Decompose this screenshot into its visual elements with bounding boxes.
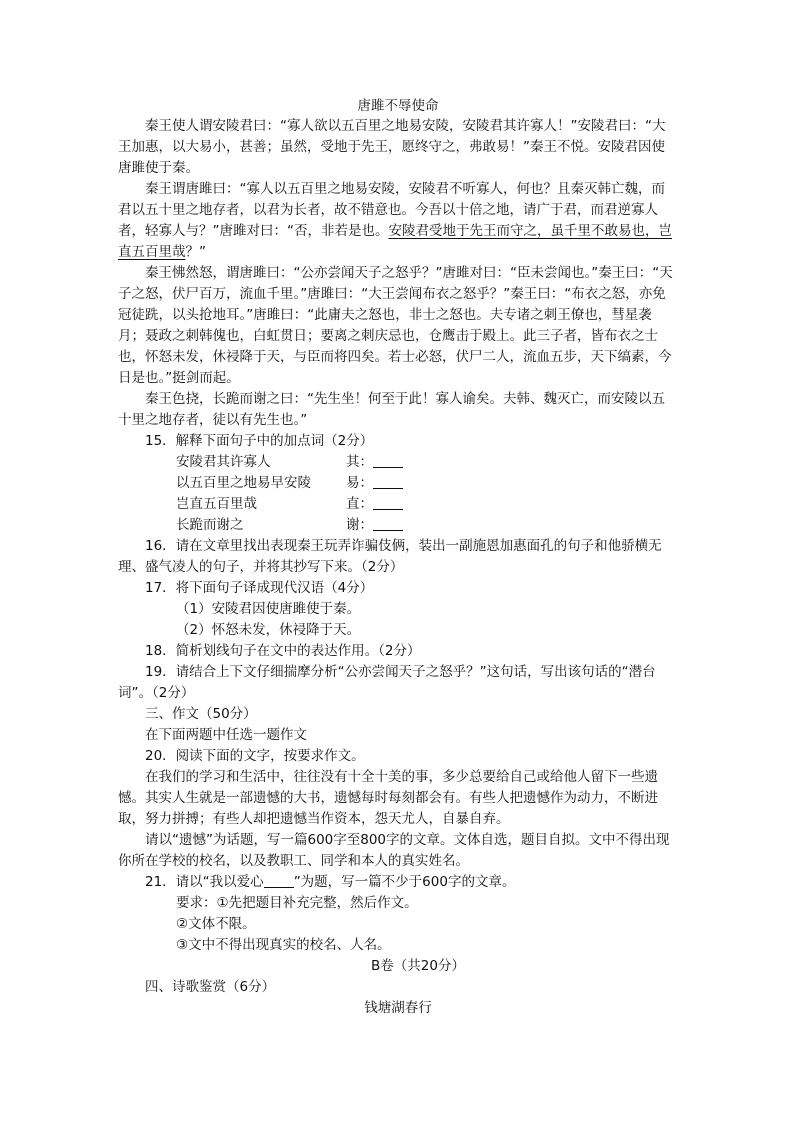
answer-blank[interactable]	[373, 495, 403, 510]
q15-word: 谢：	[346, 515, 403, 536]
q15-word: 易：	[346, 473, 403, 494]
q15-word: 直：	[346, 494, 403, 515]
question-19: 19．请结合上下文仔细揣摩分析“公亦尝闻天子之怒乎？”这句话，写出该句话的“潜台词”。（2分）	[118, 664, 656, 701]
q15-item	[118, 515, 678, 536]
question-21	[118, 872, 678, 893]
question-20: 20．阅读下面的文字，按要求作文。	[145, 748, 365, 764]
poem-title: 钱塘湖春行	[364, 1000, 432, 1016]
question-21-requirement-1: 要求：①先把题目补充完整，然后作文。	[176, 895, 418, 911]
paragraph-2-text-b: ？”	[185, 244, 206, 260]
document-content	[118, 96, 678, 1019]
paragraph-4: 秦王色挠，长跪而谢之曰：“先生坐！何至于此！寡人谕矣。夫韩、魏灭亡，而安陵以五十里之地存者，徒以有先生也。”	[118, 391, 665, 428]
question-20-requirement: 请以“遗憾”为话题，写一篇600字至800字的文章。文体自选，题目自拟。文中不得出现你所在学校的校名，以及教职工、同学和本人的真实姓名。	[118, 832, 670, 869]
q15-item	[118, 494, 678, 515]
question-17-sentence-2: （2）怀怒未发，休祲降于天。	[176, 622, 361, 638]
question-21-text-b: ”为题，写一篇不少于600字的文章。	[293, 874, 516, 890]
question-17-sentence-1: （1）安陵君因使唐雎使于秦。	[176, 601, 361, 617]
section-3-instruction: 在下面两题中任选一题作文	[145, 727, 307, 743]
paragraph-3: 秦王怫然怒，谓唐雎曰：“公亦尝闻天子之怒乎？”唐雎对曰：“臣未尝闻也。”秦王曰：“天子之怒，伏尸百万，流血千里。”唐雎曰：“大王尝闻布衣之怒乎？”秦王曰：“布衣之怒，亦免冠徒跣，以头抢地耳。”唐雎曰：“此庸夫之怒也，非士之怒也。夫专诸之刺王僚也，彗星袭月；聂政之刺韩傀也，白虹贯日；要离之刺庆忌也，仓鹰击于殿上。此三子者，皆布衣之士也，怀怒未发，休祲降于天，与臣而将四矣。若士必怒，伏尸二人，流血五步，天下缟素，今日是也。”挺剑而起。	[118, 265, 673, 386]
q15-sentence: 长跪而谢之	[176, 517, 244, 533]
underlined-sentence: 安陵君受地于先王而守之，虽千里不敢易也，岂直五百里哉	[118, 223, 672, 260]
question-20-text: 在我们的学习和生活中，往往没有十全十美的事，多少总要给自己或给他人留下一些遗憾。其实人生就是一部遗憾的大书，遗憾每时每刻都会有。有些人把遗憾作为动力，不断进取，努力拼搏；有些人却把遗憾当作资本，怨天尤人，自暴自弃。	[118, 769, 658, 827]
question-21-requirement-2: ②文体不限。	[176, 916, 256, 932]
q15-item	[118, 473, 678, 494]
answer-blank[interactable]	[373, 474, 403, 489]
question-15-prompt: 15．解释下面句子中的加点词（2分）	[145, 433, 374, 449]
question-17-prompt: 17．将下面句子译成现代汉语（4分）	[145, 580, 374, 596]
q15-sentence: 岂直五百里哉	[176, 496, 257, 512]
q15-word: 其：	[346, 452, 403, 473]
paragraph-2	[118, 179, 678, 263]
answer-blank[interactable]	[373, 516, 403, 531]
section-4-heading: 四、诗歌鉴赏（6分）	[145, 979, 276, 995]
question-18: 18．简析划线句子在文中的表达作用。（2分）	[145, 643, 421, 659]
question-21-text-a: 21．请以“我以爱心	[145, 874, 264, 890]
question-16: 16．请在文章里找出表现秦王玩弄诈骗伎俩，装出一副施恩加惠面孔的句子和他骄横无理、盛气凌人的句子，并将其抄写下来。（2分）	[118, 538, 662, 575]
section-3-heading: 三、作文（50分）	[145, 706, 257, 722]
q15-sentence: 以五百里之地易早安陵	[176, 475, 311, 491]
title-blank[interactable]	[264, 873, 294, 888]
paragraph-1: 秦王使人谓安陵君曰：“寡人欲以五百里之地易安陵，安陵君其许寡人！”安陵君曰：“大王加惠，以大易小，甚善；虽然，受地于先王，愿终守之，弗敢易！”秦王不悦。安陵君因使唐雎使于秦。	[118, 118, 666, 176]
page-title: 唐雎不辱使命	[357, 98, 439, 114]
question-21-requirement-3: ③文中不得出现真实的校名、人名。	[176, 937, 391, 953]
paragraph-2-text-a: 秦王谓唐雎曰：“寡人以五百里之地易安陵，安陵君不听寡人，何也？且秦灭韩亡魏，而君以五十里之地存者，以君为长者，故不错意也。今吾以十倍之地，请广于君，而君逆寡人者，轻寡人与？”唐雎对曰：“否，非若是也。	[118, 181, 665, 239]
q15-item	[118, 452, 678, 473]
section-b-heading: B卷（共20分）	[371, 958, 465, 974]
answer-blank[interactable]	[373, 453, 403, 468]
q15-sentence: 安陵君其许寡人	[176, 454, 271, 470]
